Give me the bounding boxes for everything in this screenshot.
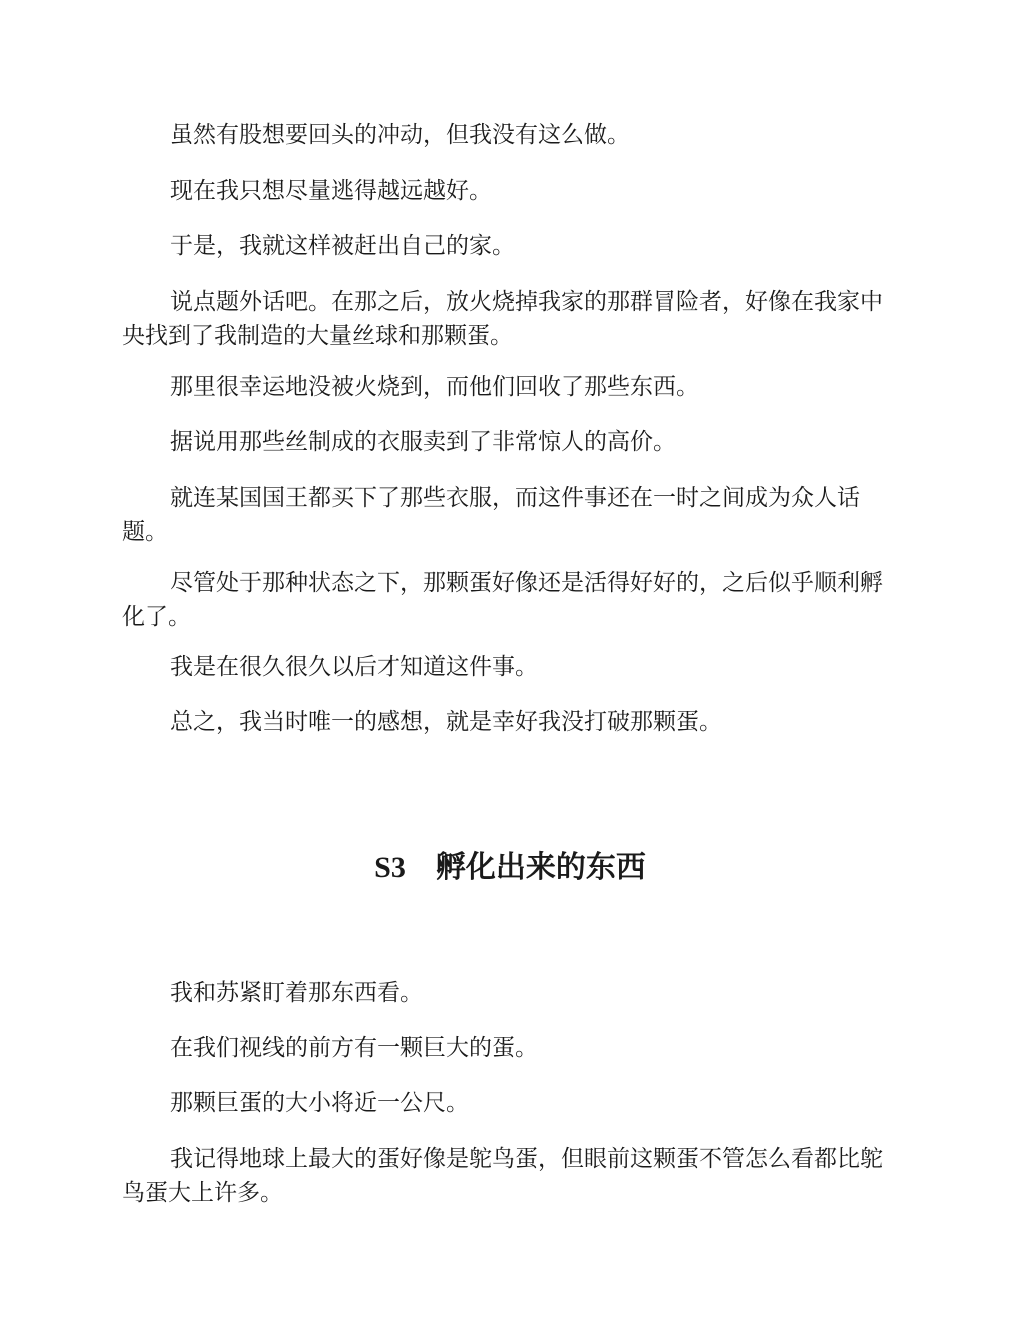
paragraph: 我是在很久很久以后才知道这件事。 <box>170 654 538 680</box>
paragraph: 那里很幸运地没被火烧到，而他们回收了那些东西。 <box>170 374 699 400</box>
chapter-title <box>122 846 898 890</box>
chapter-code: S3 <box>374 851 406 884</box>
paragraph: 尽管处于那种状态之下，那颗蛋好像还是活得好好的，之后似乎顺利孵化了。 <box>122 570 883 630</box>
paragraph: 就连某国国王都买下了那些衣服，而这件事还在一时之间成为众人话题。 <box>122 485 860 545</box>
paragraph: 我和苏紧盯着那东西看。 <box>170 980 423 1006</box>
chapter-title-text: 孵化出来的东西 <box>435 850 646 885</box>
paragraph: 于是，我就这样被赶出自己的家。 <box>170 233 515 259</box>
paragraph: 据说用那些丝制成的衣服卖到了非常惊人的高价。 <box>170 429 676 455</box>
paragraph: 现在我只想尽量逃得越远越好。 <box>170 178 492 204</box>
paragraph: 那颗巨蛋的大小将近一公尺。 <box>170 1090 469 1116</box>
paragraph: 总之，我当时唯一的感想，就是幸好我没打破那颗蛋。 <box>170 709 722 735</box>
paragraph: 我记得地球上最大的蛋好像是鸵鸟蛋，但眼前这颗蛋不管怎么看都比鸵鸟蛋大上许多。 <box>122 1146 883 1206</box>
paragraph: 说点题外话吧。在那之后，放火烧掉我家的那群冒险者，好像在我家中央找到了我制造的大量丝球和那颗蛋。 <box>122 289 883 349</box>
paragraph: 在我们视线的前方有一颗巨大的蛋。 <box>170 1035 538 1061</box>
paragraph: 虽然有股想要回头的冲动，但我没有这么做。 <box>170 122 630 148</box>
